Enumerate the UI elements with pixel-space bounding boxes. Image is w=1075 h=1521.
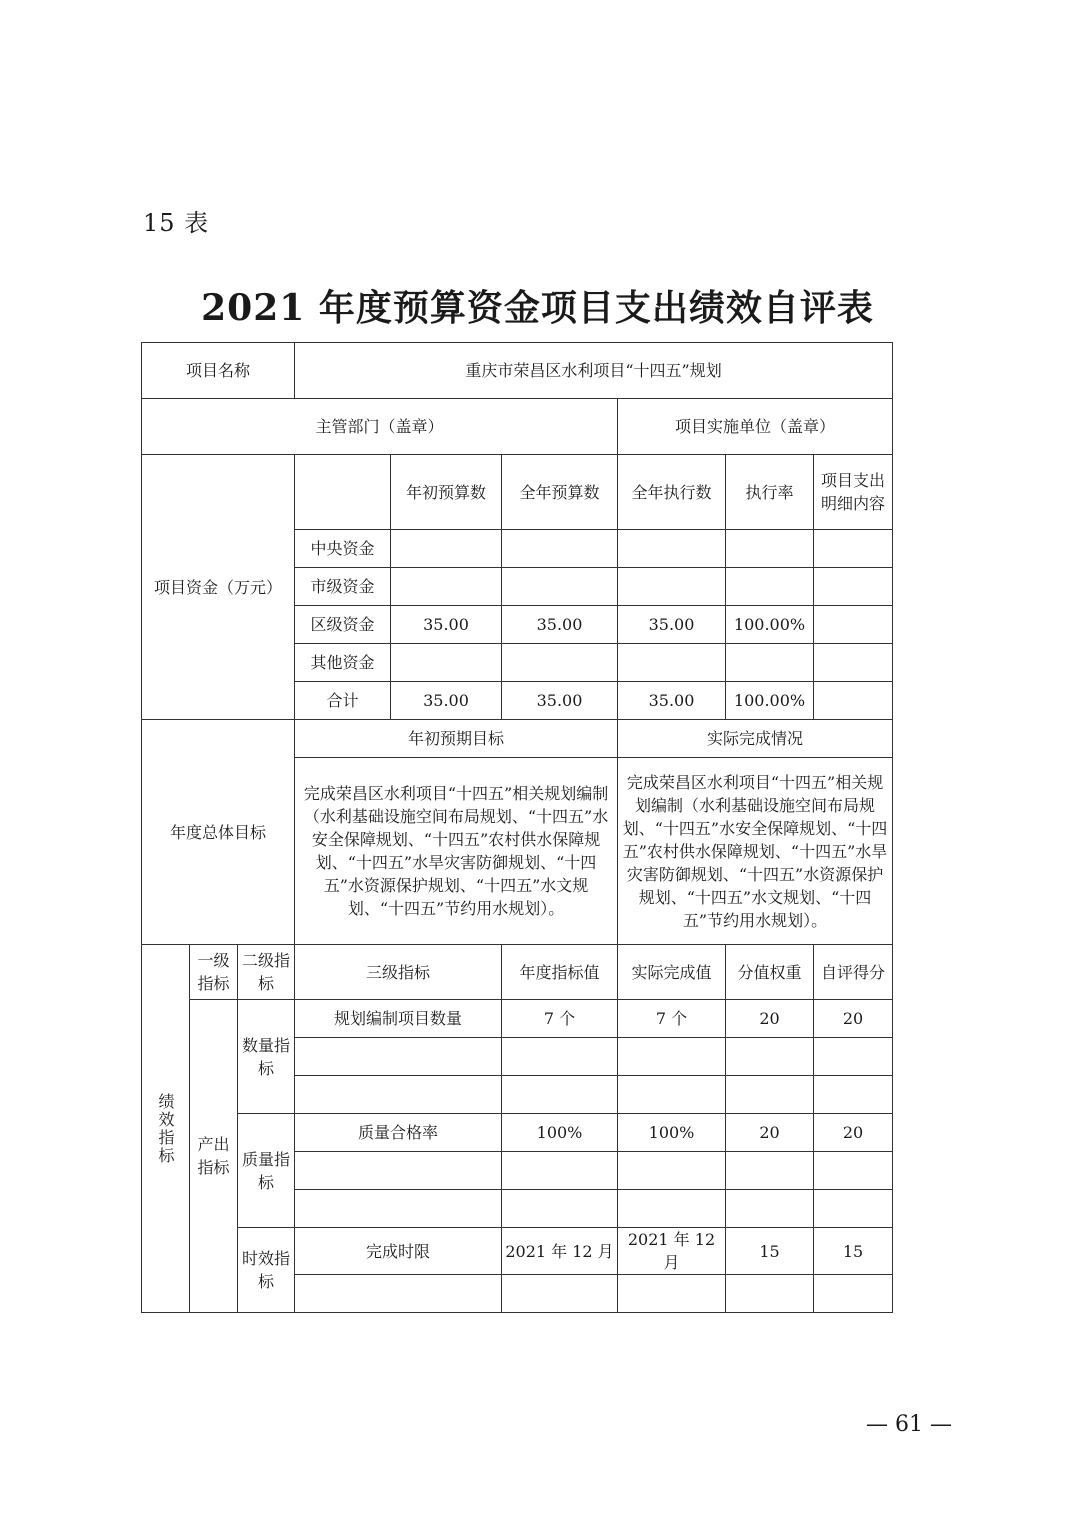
header-target: 年度指标值 bbox=[502, 945, 618, 1000]
indicator-actual bbox=[618, 1275, 726, 1313]
fund-cell bbox=[814, 644, 893, 682]
header-actual: 实际完成值 bbox=[618, 945, 726, 1000]
fund-cell: 35.00 bbox=[618, 682, 726, 720]
header-level2: 二级指标 bbox=[238, 945, 295, 1000]
annual-goal-label: 年度总体目标 bbox=[142, 720, 295, 945]
header-score: 自评得分 bbox=[814, 945, 893, 1000]
fund-cell bbox=[391, 568, 502, 606]
indicator-name: 质量合格率 bbox=[295, 1114, 502, 1152]
indicator-name: 完成时限 bbox=[295, 1228, 502, 1275]
fund-section-label: 项目资金（万元） bbox=[142, 455, 295, 720]
fund-row-name: 中央资金 bbox=[295, 530, 391, 568]
expected-goal-label: 年初预期目标 bbox=[295, 720, 618, 758]
indicator-score bbox=[814, 1275, 893, 1313]
expected-goal-text: 完成荣昌区水利项目“十四五”相关规划编制（水利基础设施空间布局规划、“十四五”水安全保障规划、“十四五”农村供水保障规划、“十四五”水旱灾害防御规划、“十四五”水资源保护规划、“十四五”水文规划、“十四五”节约用水规划）。 bbox=[295, 758, 618, 945]
indicator-score bbox=[814, 1038, 893, 1076]
indicator-target bbox=[502, 1275, 618, 1313]
indicator-name bbox=[295, 1076, 502, 1114]
fund-cell bbox=[814, 606, 893, 644]
fund-cell bbox=[618, 530, 726, 568]
indicator-row bbox=[142, 1114, 893, 1152]
performance-indicator-label: 绩效指标 bbox=[142, 945, 190, 1313]
actual-goal-label: 实际完成情况 bbox=[618, 720, 893, 758]
fund-cell bbox=[502, 644, 618, 682]
indicator-name bbox=[295, 1152, 502, 1190]
indicator-target: 7 个 bbox=[502, 1000, 618, 1038]
fund-cell bbox=[618, 644, 726, 682]
indicator-name: 规划编制项目数量 bbox=[295, 1000, 502, 1038]
document-title: 2021 年度预算资金项目支出绩效自评表 bbox=[201, 287, 874, 329]
fund-cell: 35.00 bbox=[502, 606, 618, 644]
col-initial-budget: 年初预算数 bbox=[391, 455, 502, 530]
fund-cell bbox=[726, 568, 814, 606]
timeliness-indicator-label: 时效指标 bbox=[238, 1228, 295, 1313]
indicator-target: 2021 年 12 月 bbox=[502, 1228, 618, 1275]
fund-cell bbox=[391, 530, 502, 568]
indicator-target bbox=[502, 1076, 618, 1114]
page-number: — 61 — bbox=[866, 1412, 952, 1437]
indicator-actual: 100% bbox=[618, 1114, 726, 1152]
indicator-actual bbox=[618, 1190, 726, 1228]
indicator-weight bbox=[726, 1152, 814, 1190]
indicator-target: 100% bbox=[502, 1114, 618, 1152]
fund-row-name: 合计 bbox=[295, 682, 391, 720]
fund-cell bbox=[618, 568, 726, 606]
header-level3: 三级指标 bbox=[295, 945, 502, 1000]
col-expense-details: 项目支出明细内容 bbox=[814, 455, 893, 530]
fund-cell bbox=[814, 530, 893, 568]
indicator-name bbox=[295, 1275, 502, 1313]
indicator-weight bbox=[726, 1275, 814, 1313]
implementing-unit-label: 项目实施单位（盖章） bbox=[618, 399, 893, 455]
indicator-name bbox=[295, 1038, 502, 1076]
indicator-score: 20 bbox=[814, 1114, 893, 1152]
fund-cell: 100.00% bbox=[726, 606, 814, 644]
indicator-weight bbox=[726, 1076, 814, 1114]
indicator-score bbox=[814, 1152, 893, 1190]
indicator-weight: 20 bbox=[726, 1000, 814, 1038]
project-name-label: 项目名称 bbox=[142, 343, 295, 399]
fund-row-name: 市级资金 bbox=[295, 568, 391, 606]
indicator-weight bbox=[726, 1190, 814, 1228]
header-weight: 分值权重 bbox=[726, 945, 814, 1000]
quality-indicator-label: 质量指标 bbox=[238, 1114, 295, 1228]
project-name-value: 重庆市荣昌区水利项目“十四五”规划 bbox=[295, 343, 893, 399]
output-indicator-label: 产出指标 bbox=[190, 1000, 238, 1313]
fund-header-blank bbox=[295, 455, 391, 530]
indicator-target bbox=[502, 1038, 618, 1076]
indicator-actual: 7 个 bbox=[618, 1000, 726, 1038]
quantity-indicator-label: 数量指标 bbox=[238, 1000, 295, 1114]
indicator-score: 15 bbox=[814, 1228, 893, 1275]
col-execution-rate: 执行率 bbox=[726, 455, 814, 530]
indicator-actual: 2021 年 12 月 bbox=[618, 1228, 726, 1275]
fund-cell: 100.00% bbox=[726, 682, 814, 720]
col-annual-budget: 全年预算数 bbox=[502, 455, 618, 530]
fund-cell bbox=[814, 682, 893, 720]
indicator-score bbox=[814, 1190, 893, 1228]
indicator-target bbox=[502, 1190, 618, 1228]
fund-cell: 35.00 bbox=[391, 682, 502, 720]
indicator-actual bbox=[618, 1038, 726, 1076]
indicator-row bbox=[142, 1000, 893, 1038]
indicator-actual bbox=[618, 1076, 726, 1114]
fund-cell bbox=[726, 644, 814, 682]
fund-cell: 35.00 bbox=[502, 682, 618, 720]
indicator-name bbox=[295, 1190, 502, 1228]
supervising-dept-label: 主管部门（盖章） bbox=[142, 399, 618, 455]
indicator-score bbox=[814, 1076, 893, 1114]
actual-goal-text: 完成荣昌区水利项目“十四五”相关规划编制（水利基础设施空间布局规划、“十四五”水安全保障规划、“十四五”农村供水保障规划、“十四五”水旱灾害防御规划、“十四五”水资源保护规划、“十四五”水文规划、“十四五”节约用水规划）。 bbox=[618, 758, 893, 945]
fund-row-name: 区级资金 bbox=[295, 606, 391, 644]
indicator-row bbox=[142, 1228, 893, 1275]
col-annual-execution: 全年执行数 bbox=[618, 455, 726, 530]
department-row bbox=[142, 399, 893, 455]
fund-header-row bbox=[142, 455, 893, 530]
goal-header-row bbox=[142, 720, 893, 758]
fund-cell bbox=[391, 644, 502, 682]
table-number: 15 表 bbox=[143, 209, 210, 237]
fund-cell bbox=[502, 568, 618, 606]
fund-cell: 35.00 bbox=[391, 606, 502, 644]
indicator-weight bbox=[726, 1038, 814, 1076]
indicator-header-row bbox=[142, 945, 893, 1000]
indicator-target bbox=[502, 1152, 618, 1190]
indicator-weight: 20 bbox=[726, 1114, 814, 1152]
fund-cell bbox=[726, 530, 814, 568]
header-level1: 一级指标 bbox=[190, 945, 238, 1000]
project-name-row bbox=[142, 343, 893, 399]
indicator-weight: 15 bbox=[726, 1228, 814, 1275]
fund-cell bbox=[814, 568, 893, 606]
fund-cell: 35.00 bbox=[618, 606, 726, 644]
fund-row-name: 其他资金 bbox=[295, 644, 391, 682]
indicator-actual bbox=[618, 1152, 726, 1190]
fund-cell bbox=[502, 530, 618, 568]
performance-evaluation-table bbox=[141, 342, 893, 1313]
indicator-score: 20 bbox=[814, 1000, 893, 1038]
